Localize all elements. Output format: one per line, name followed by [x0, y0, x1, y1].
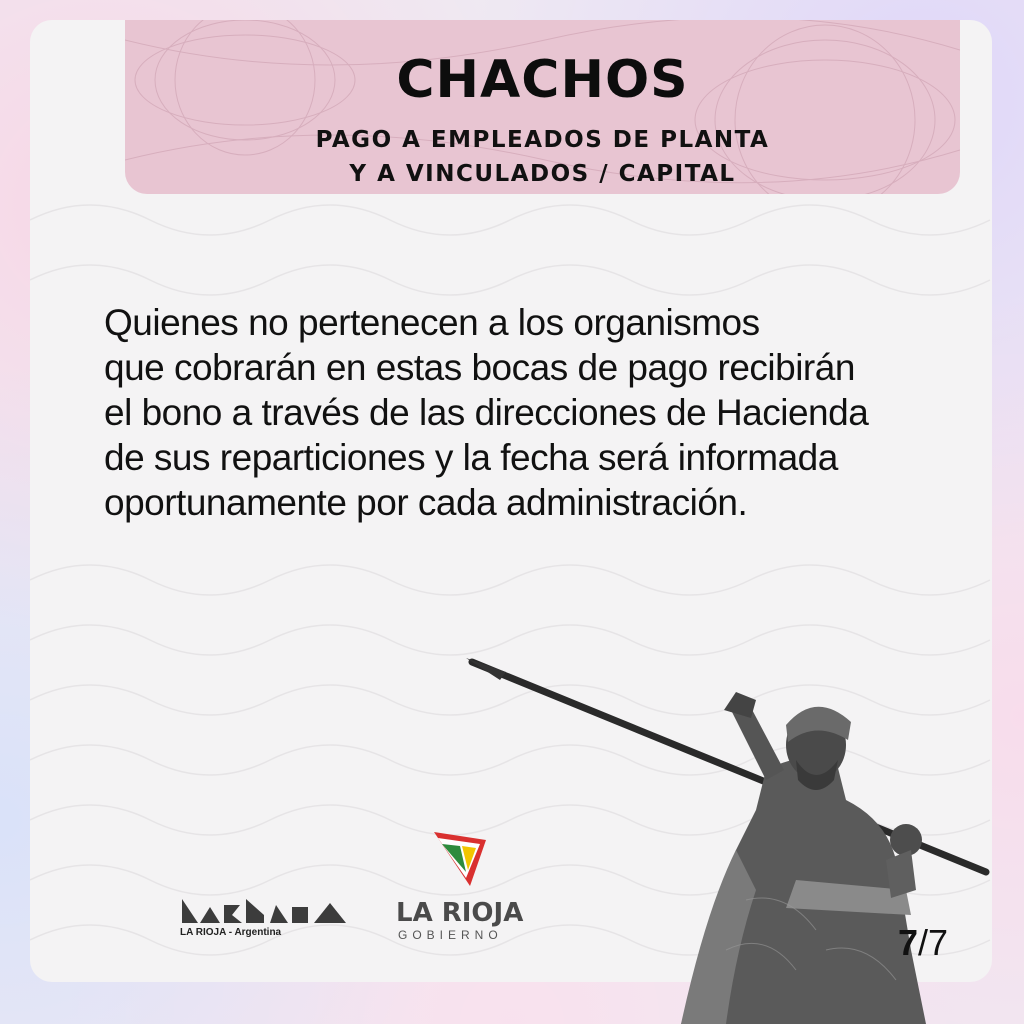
body-paragraph	[104, 300, 964, 525]
statue-image	[466, 650, 996, 1024]
header-banner	[125, 20, 960, 194]
brand-caption: LA RIOJA - Argentina	[180, 927, 282, 938]
page-total: /7	[918, 922, 949, 963]
body-line: de sus reparticiones y la fecha será informada	[104, 437, 838, 478]
gobierno-title: LA RIOJA	[396, 898, 524, 928]
subtitle-line-1: PAGO A EMPLEADOS DE PLANTA	[315, 127, 770, 153]
body-line: que cobrarán en estas bocas de pago recibirán	[104, 347, 855, 388]
page-indicator	[898, 922, 948, 964]
gobierno-emblem-icon	[430, 826, 494, 890]
body-line: oportunamente por cada administración.	[104, 482, 748, 523]
page-title: CHACHOS	[396, 50, 689, 110]
page-subtitle	[125, 123, 960, 191]
body-line: Quienes no pertenecen a los organismos	[104, 302, 760, 343]
body-line: el bono a través de las direcciones de Hacienda	[104, 392, 869, 433]
gobierno-subtitle: GOBIERNO	[398, 928, 503, 942]
subtitle-line-2: Y A VINCULADOS / CAPITAL	[349, 161, 736, 187]
page-current: 7	[898, 922, 919, 963]
